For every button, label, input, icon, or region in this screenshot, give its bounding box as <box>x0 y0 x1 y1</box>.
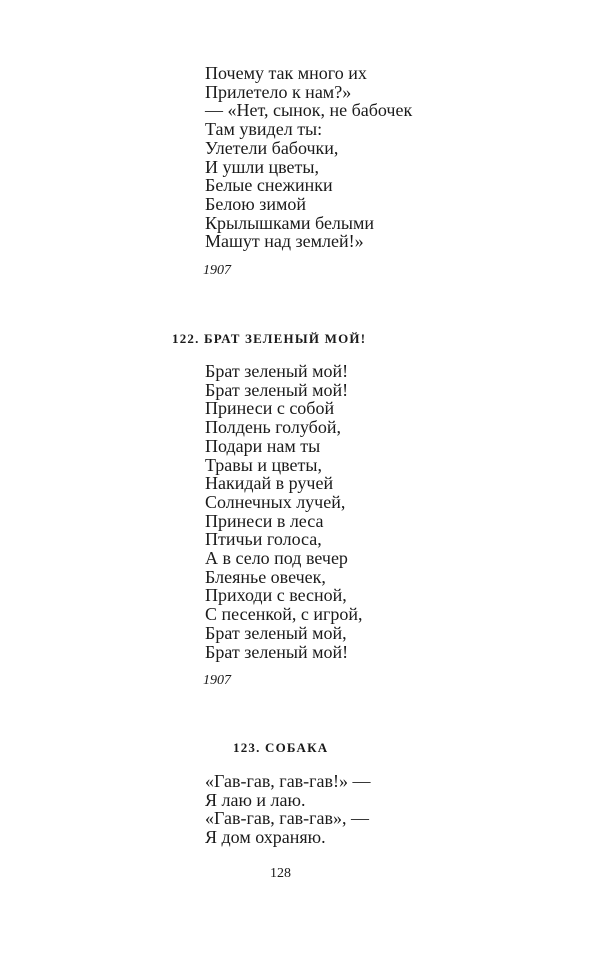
poem-line: Блеянье овечек, <box>205 566 326 587</box>
poem-line: Брат зеленый мой! <box>205 379 349 400</box>
poem-line: «Гав-гав, гав-гав!» — <box>205 771 371 791</box>
poem-line: Принеси с собой <box>205 398 335 419</box>
poem-line: А в село под вечер <box>205 548 348 569</box>
poem-line: Приходи с весной, <box>205 585 347 606</box>
poem-line: Накидай в ручей <box>205 473 334 494</box>
poem-122-year: 1907 <box>203 673 231 688</box>
poem-line: Брат зеленый мой! <box>205 361 349 381</box>
page-number: 128 <box>270 866 291 881</box>
poem-line: Прилетело к нам?» <box>205 81 352 102</box>
poem-line: Принеси в леса <box>205 510 324 531</box>
poem-line: С песенкой, с игрой, <box>205 604 363 625</box>
poem-line: Белою зимой <box>205 193 307 214</box>
poem-line: «Гав-гав, гав-гав», — <box>205 808 370 829</box>
poem-line: Машут над землей!» <box>205 231 364 252</box>
poem-line: Я дом охраняю. <box>205 827 326 848</box>
poem-123-stanza <box>205 772 371 847</box>
poem-122-title: 122. БРАТ ЗЕЛЕНЫЙ МОЙ! <box>172 331 367 346</box>
poem-123-title: 123. СОБАКА <box>233 740 329 755</box>
poem-line: Я лаю и лаю. <box>205 789 306 810</box>
poem-121-stanza <box>205 64 412 251</box>
poem-line: Полдень голубой, <box>205 417 341 438</box>
poem-line: Почему так много их <box>205 63 367 83</box>
poem-line: Там увидел ты: <box>205 119 323 140</box>
poem-line: Крылышками белыми <box>205 212 375 233</box>
poem-line: — «Нет, сынок, не бабочек <box>205 100 413 121</box>
poem-line: Травы и цветы, <box>205 454 322 475</box>
poem-line: Подари нам ты <box>205 435 321 456</box>
poem-line: Солнечных лучей, <box>205 491 346 512</box>
poem-line: Птичьи голоса, <box>205 529 322 550</box>
poem-122-stanza <box>205 362 363 661</box>
poem-line: И ушли цветы, <box>205 156 319 177</box>
poem-line: Брат зеленый мой, <box>205 622 347 643</box>
poem-line: Брат зеленый мой! <box>205 641 349 662</box>
poem-line: Белые снежинки <box>205 175 333 196</box>
poem-line: Улетели бабочки, <box>205 137 339 158</box>
poem-121-year: 1907 <box>203 263 231 278</box>
